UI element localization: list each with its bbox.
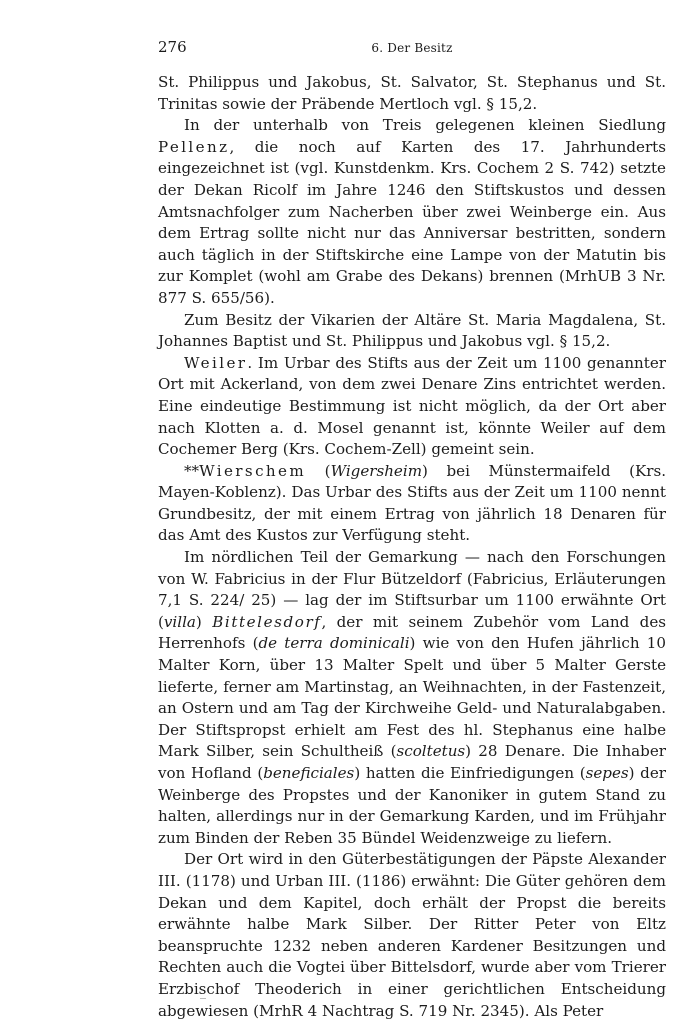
paragraph-bittelesdorf [158, 547, 666, 849]
text-segment: ) der Weinberge des Propstes und der Kanoniker in gutem Stand zu halten, allerdings nur in der Gemarkung Karden, und im Frühjahr zum Binden der Reben 35 Bündel Weidenzweige zu liefern. [158, 764, 666, 847]
text-segment: ) 28 Denare. Die Inhaber von Hofland ( [158, 742, 666, 782]
text-segment: ) wie von den Hufen jährlich 10 Malter Korn, über 13 Malter Spelt und über 5 Malter Gerste lieferte, ferner am Martinstag, an Weihnachten, in der Fastenzeit, an Ostern und am Tag der Kirchweihe Geld- und Naturalabgaben. Der Stiftspropst erhielt am Fest des hl. Stephanus eine halbe Mark Silber, sein Schultheiß ( [158, 634, 666, 761]
paren-open: ( [306, 461, 331, 480]
paragraph-wierschem [158, 461, 666, 547]
scan-mark [200, 998, 206, 999]
book-page [158, 38, 666, 1022]
text-segment: Im nördlichen Teil der Gemarkung — nach den Forschungen von W. Fabricius in der Flur Bützeldorf (Fabricius, Erläuterungen 7,1 S. 224/ 25) — lag der im Stiftsurbar um 1100 erwähnte Ort ( [158, 548, 666, 631]
place-name-pellenz: Pellenz [158, 137, 230, 156]
latin-term-scoltetus: scoltetus [396, 742, 466, 761]
page-header [158, 38, 666, 62]
latin-term-beneficiales: beneficiales [263, 764, 355, 782]
paragraph-papal-confirmation: Der Ort wird in den Güterbestätigungen der Päpste Alexander III. (1178) und Urban III. (1186) erwähnt: Die Güter gehören dem Dekan und dem Kapitel, doch erhält der Propst die bereits erwähnte halbe Mark Silber. Der Ritter Peter von Eltz beanspruchte 1232 neben anderen Kardener Besitzungen und Rechten auch die Vogtei über Bittelsdorf, wurde aber vom Trierer Erzbischof Theoderich in einer gerichtlichen Entscheidung abgewiesen (MrhR 4 Nachtrag S. 719 Nr. 2345). Als Peter [158, 850, 666, 1020]
text-segment: ) hatten die Einfriedigungen ( [354, 764, 586, 782]
latin-term-villa: villa [163, 612, 196, 631]
latin-name-wigersheim: Wigersheim [330, 461, 423, 480]
latin-term-sepes: sepes [585, 764, 629, 782]
latin-term-de-terra-dominicali: de terra dominicali [258, 634, 410, 653]
paragraph-pellenz-lead: In der unterhalb von Treis gelegenen kleinen Siedlung [184, 116, 666, 135]
paragraph-vikarien: Zum Besitz der Vikarien der Altäre St. Maria Magdalena, St. Johannes Baptist und St. Philippus und Jakobus vgl. § 15,2. [158, 310, 666, 351]
paragraph-weiler-body: . Im Urbar des Stifts aus der Zeit um 1100 genannter Ort mit Ackerland, von dem zwei Denare Zins entrichtet werden. Eine eindeutige Bestimmung ist nicht möglich, da der Ort aber nach Klotten a. d. Mosel genannt ist, könnte Weiler auf dem Cochemer Berg (Krs. Cochem-Zell) gemeint sein. [158, 353, 666, 459]
paragraph-wierschem-body: ) bei Münstermaifeld (Krs. Mayen-Koblenz). Das Urbar des Stifts aus der Zeit um 1100 nennt Grundbesitz, der mit einem Ertrag von jährlich 18 Denaren für das Amt des Kustos zur Verfügung steht. [158, 461, 667, 545]
text-segment: ) [195, 612, 213, 631]
asterisk-mark: ** [184, 461, 200, 480]
place-name-wierschem: Wierschem [199, 461, 307, 480]
paragraph-weiler [158, 353, 666, 461]
running-head: 6. Der Besitz [371, 41, 453, 55]
text-segment: , der mit seinem Zubehör vom Land des Herrenhofs ( [158, 612, 667, 653]
body-text [158, 72, 666, 1022]
place-name-bittelesdorf: Bittelesdorf [212, 612, 322, 631]
paragraph-pellenz-body: , die noch auf Karten des 17. Jahrhunderts eingezeichnet ist (vgl. Kunstdenkm. Krs. Cochem 2 S. 742) setzte der Dekan Ricolf im Jahre 1246 den Stiftskustos und dessen Amtsnachfolger zum Nacherben über zwei Weinberge ein. Aus dem Ertrag sollte nicht nur das Anniversar bestritten, sondern auch täglich in der Stiftskirche eine Lampe von der Matutin bis zur Komplet (wohl am Grabe des Dekans) brennen (MrhUB 3 Nr. 877 S. 655/56). [158, 137, 666, 307]
page-number: 276 [158, 38, 187, 56]
paragraph-pellenz [158, 115, 666, 309]
paragraph-1: St. Philippus und Jakobus, St. Salvator, St. Stephanus und St. Trinitas sowie der Präbende Mertloch vgl. § 15,2. [158, 73, 666, 113]
place-name-weiler: Weiler [184, 353, 248, 372]
